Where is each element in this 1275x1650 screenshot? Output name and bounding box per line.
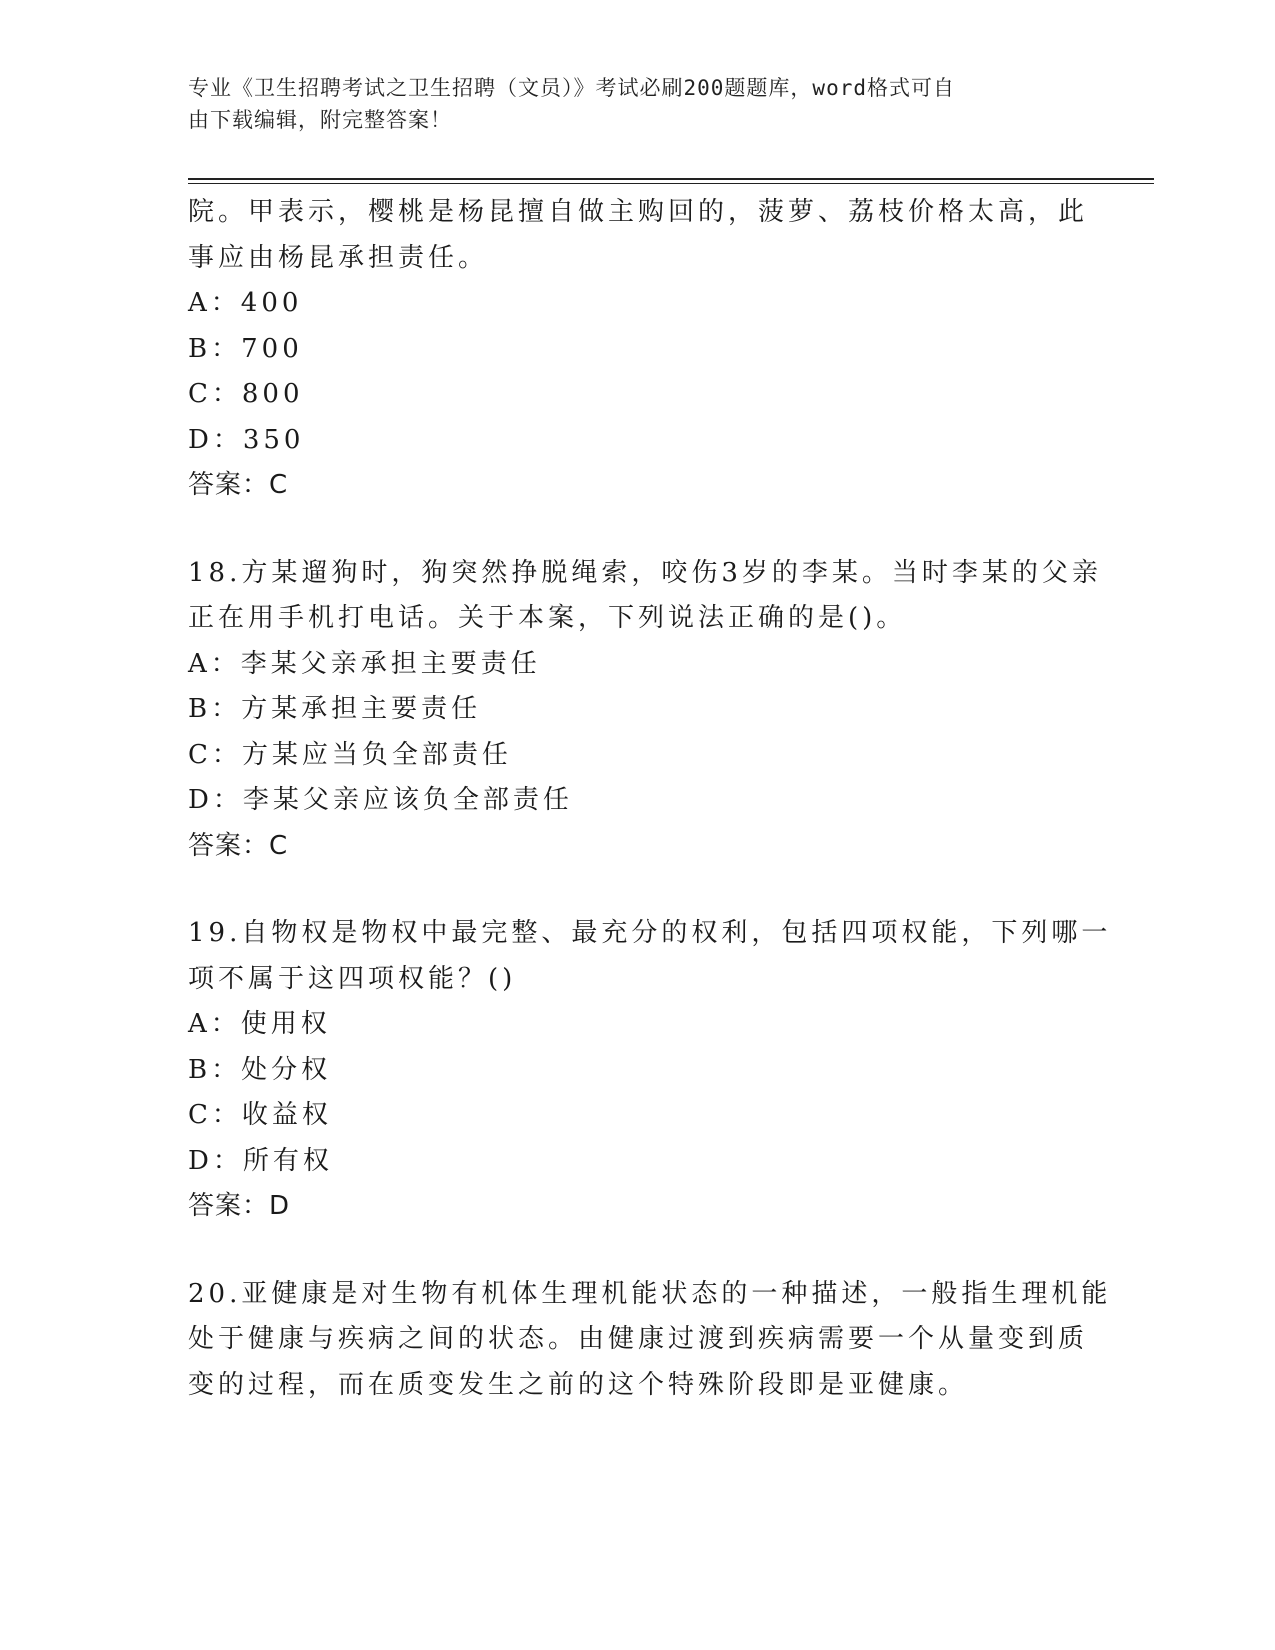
header-line-1: 专业《卫生招聘考试之卫生招聘（文员）》考试必刷200题题库，word格式可自 (188, 76, 955, 100)
question-20 (188, 1272, 1112, 1409)
question-text-line: 处于健康与疾病之间的状态。由健康过渡到疾病需要一个从量变到质 (188, 1324, 1089, 1354)
question-text-line: 院。甲表示，樱桃是杨昆擅自做主购回的，菠萝、荔枝价格太高，此 (188, 197, 1089, 227)
option-d: D：李某父亲应该负全部责任 (188, 785, 573, 815)
question-17-continuation (188, 190, 1089, 509)
question-spacer (188, 869, 1078, 911)
question-19 (188, 911, 1112, 1230)
answer-label: 答案：D (188, 1191, 291, 1221)
question-text-line: 18.方某遛狗时，狗突然挣脱绳索，咬伤3岁的李某。当时李某的父亲 (188, 557, 1102, 588)
question-text-line: 19.自物权是物权中最完整、最充分的权利，包括四项权能，下列哪一 (188, 918, 1112, 948)
question-text-line: 事应由杨昆承担责任。 (188, 242, 489, 273)
option-c: C：收益权 (188, 1100, 332, 1130)
option-b: B：700 (188, 333, 303, 364)
option-b: B：方某承担主要责任 (188, 694, 482, 724)
option-a: A：400 (188, 288, 303, 318)
option-a: A：使用权 (188, 1009, 331, 1039)
option-b: B：处分权 (188, 1054, 332, 1085)
answer-label: 答案：C (188, 470, 289, 500)
option-c: C：方某应当负全部责任 (188, 739, 512, 770)
question-text-line: 项不属于这四项权能？() (188, 963, 517, 994)
document-header (188, 72, 1068, 136)
option-d: D：350 (188, 424, 305, 455)
question-text-line: 20.亚健康是对生物有机体生理机能状态的一种描述，一般指生理机能 (188, 1278, 1112, 1309)
document-body (188, 190, 1112, 1408)
option-a: A：李某父亲承担主要责任 (188, 648, 541, 679)
header-rule-thin (188, 183, 1154, 184)
question-spacer (188, 1230, 1078, 1272)
answer-label: 答案：C (188, 830, 289, 861)
option-c: C：800 (188, 379, 304, 409)
option-d: D：所有权 (188, 1145, 333, 1176)
header-line-2: 由下载编辑，附完整答案！ (188, 108, 452, 132)
question-18 (188, 551, 1102, 870)
question-text-line: 正在用手机打电话。关于本案，下列说法正确的是()。 (188, 603, 907, 633)
question-spacer (188, 509, 1078, 551)
question-text-line: 变的过程，而在质变发生之前的这个特殊阶段即是亚健康。 (188, 1369, 969, 1400)
header-rule-thick (188, 178, 1154, 180)
